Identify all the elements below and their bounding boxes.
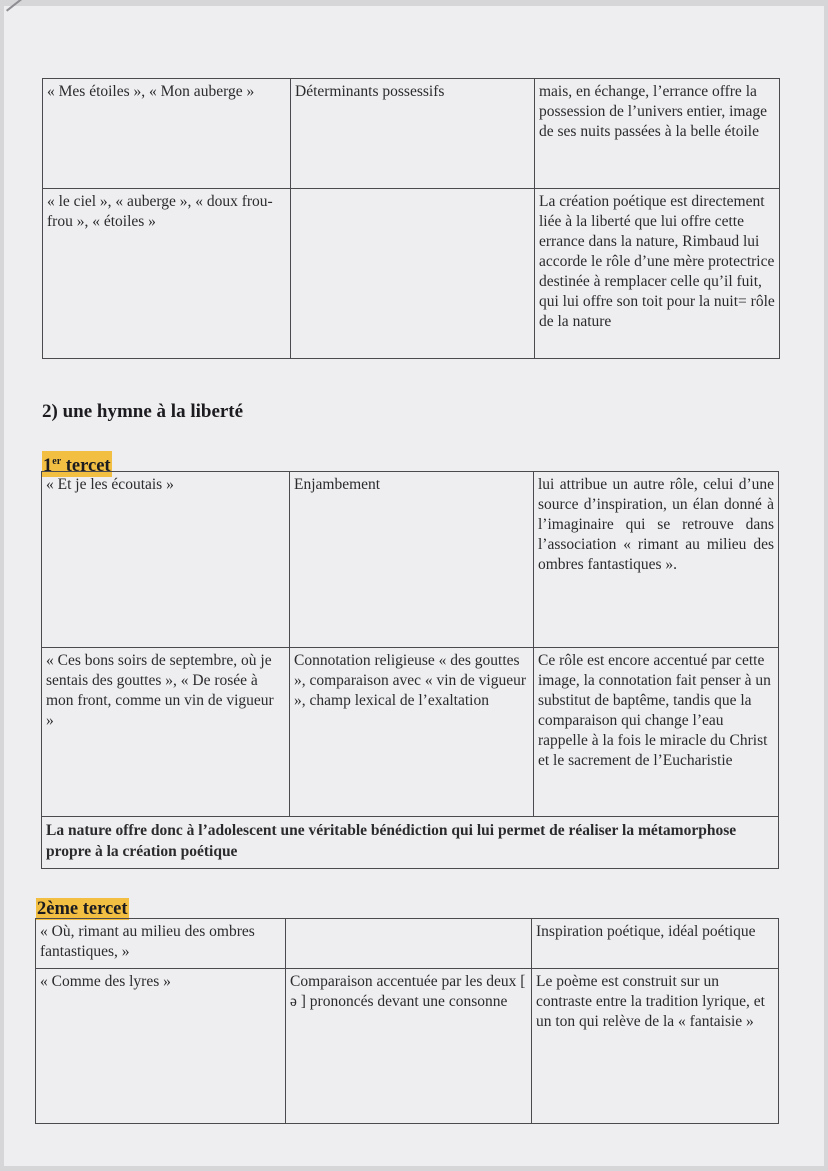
quote-cell: « Où, rimant au milieu des ombres fantastiques, »: [36, 919, 286, 969]
quote-cell: « le ciel », « auberge », « doux frou-frou », « étoiles »: [43, 189, 291, 359]
table-row: [43, 79, 780, 189]
analysis-table-1: [42, 78, 780, 359]
table-row: [42, 648, 779, 817]
conclusion-cell: La nature offre donc à l’adolescent une véritable bénédiction qui lui permet de réaliser la métamorphose propre à la création poétique: [42, 817, 779, 869]
pen-mark: [6, 0, 39, 12]
table-row: [42, 472, 779, 648]
interpretation-cell: mais, en échange, l’errance offre la possession de l’univers entier, image de ses nuits passées à la belle étoile: [535, 79, 780, 189]
interpretation-cell: Inspiration poétique, idéal poétique: [532, 919, 779, 969]
table-row: [36, 919, 779, 969]
interpretation-cell: Le poème est construit sur un contraste entre la tradition lyrique, et un ton qui relève de la « fantaisie »: [532, 969, 779, 1124]
tercet-2-label: 2ème tercet: [37, 899, 128, 919]
section-heading: 2) une hymne à la liberté: [42, 401, 244, 422]
quote-cell: « Et je les écoutais »: [42, 472, 290, 648]
table-row: [43, 189, 780, 359]
process-cell: [291, 189, 535, 359]
process-cell: Enjambement: [290, 472, 534, 648]
tercet-1-suffix: er: [52, 456, 62, 467]
tercet-1-word: tercet: [61, 456, 111, 477]
process-cell: [286, 919, 532, 969]
interpretation-cell: lui attribue un autre rôle, celui d’une source d’inspiration, un élan donné à l’imaginaire qui se retrouve dans l’association « rimant au milieu des ombres fantastiques ».: [534, 472, 779, 648]
analysis-table-tercet-1: [41, 471, 779, 869]
interpretation-cell: Ce rôle est encore accentué par cette image, la connotation fait penser à un substitut de baptême, tandis que la comparaison qui change l’eau rappelle à la fois le miracle du Christ et le sacrement de l’Eucharistie: [534, 648, 779, 817]
process-cell: Connotation religieuse « des gouttes », comparaison avec « vin de vigueur », champ lexical de l’exaltation: [290, 648, 534, 817]
quote-cell: « Mes étoiles », « Mon auberge »: [43, 79, 291, 189]
analysis-table-tercet-2: [35, 918, 779, 1124]
process-cell: Comparaison accentuée par les deux [ ə ] prononcés devant une consonne: [286, 969, 532, 1124]
quote-cell: « Comme des lyres »: [36, 969, 286, 1124]
interpretation-cell: La création poétique est directement liée à la liberté que lui offre cette errance dans la nature, Rimbaud lui accorde le rôle d’une mère protectrice destinée à remplacer celle qu’il fuit, qui lui offre son toit pour la nuit= rôle de la nature: [535, 189, 780, 359]
tercet-1-number: 1: [43, 456, 53, 477]
quote-cell: « Ces bons soirs de septembre, où je sentais des gouttes », « De rosée à mon front, comme un vin de vigueur »: [42, 648, 290, 817]
table-row: [42, 817, 779, 869]
process-cell: Déterminants possessifs: [291, 79, 535, 189]
table-row: [36, 969, 779, 1124]
